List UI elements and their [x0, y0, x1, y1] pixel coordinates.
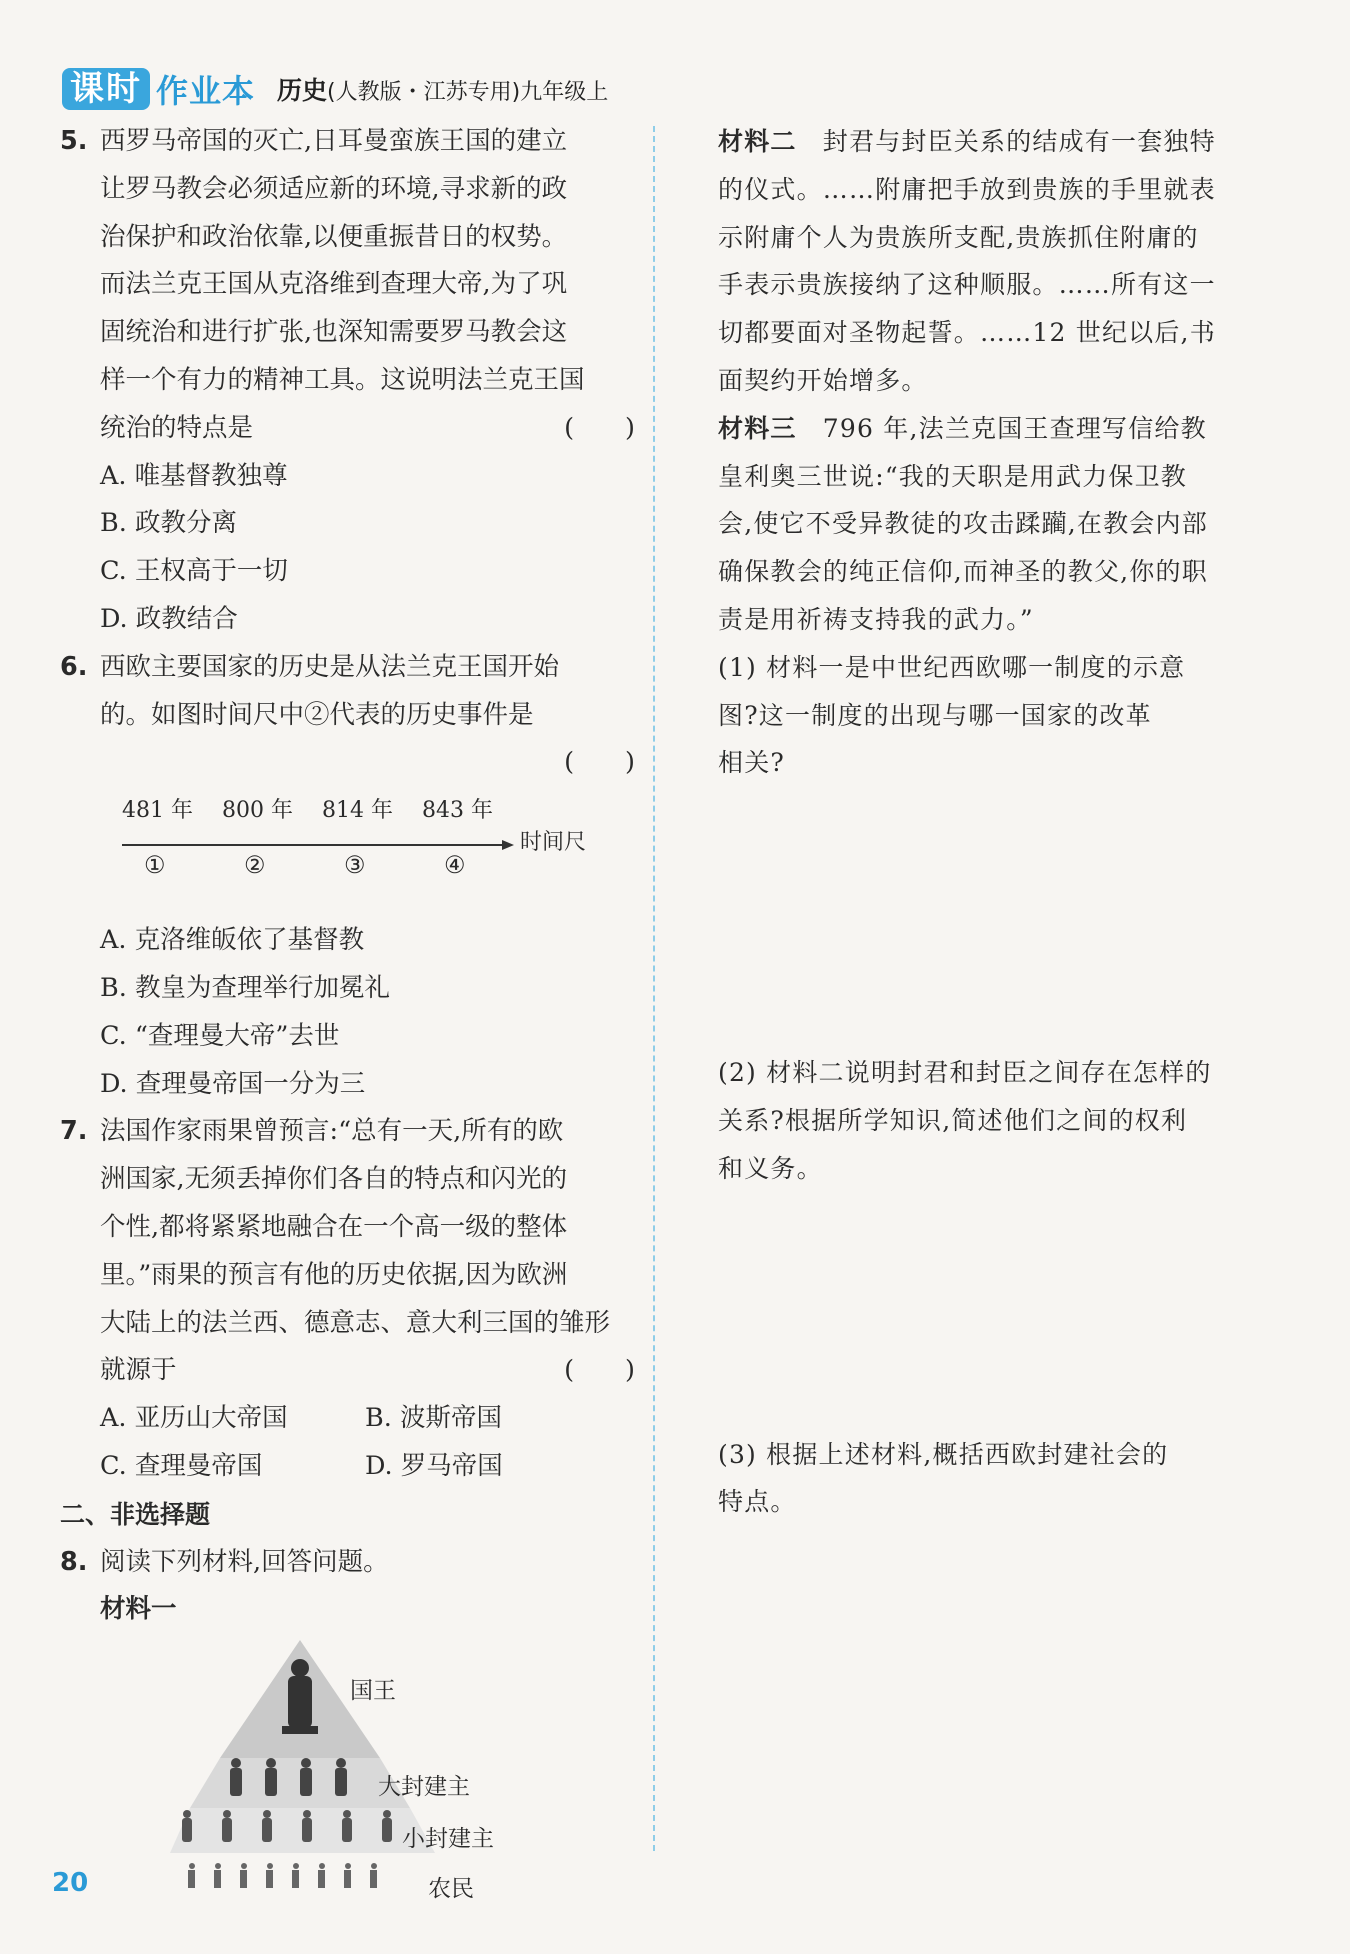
question-number: 7.	[60, 1116, 88, 1147]
option-a[interactable]: A. 亚历山大帝国	[100, 1403, 288, 1434]
book-logo	[62, 66, 255, 112]
sub-question-line: 相关?	[718, 748, 786, 778]
logo-text: 作业本	[156, 72, 256, 110]
material-3-label: 材料三	[718, 413, 797, 443]
material-text-line: 的仪式。……附庸把手放到贵族的手里就表	[718, 174, 1216, 204]
question-text-line: 统治的特点是	[100, 412, 254, 443]
material-text-line: 手表示贵族接纳了这种顺服。……所有这一	[718, 270, 1216, 300]
option-b[interactable]: B. 教皇为查理举行加冕礼	[100, 972, 390, 1003]
question-text-line: 西欧主要国家的历史是从法兰克王国开始	[100, 651, 560, 682]
section-heading: 二、非选择题	[60, 1499, 211, 1529]
question-text-line: 里。”雨果的预言有他的历史依据,因为欧洲	[100, 1259, 568, 1290]
option-c[interactable]: C. “查理曼大帝”去世	[100, 1020, 340, 1051]
pyramid-label-peasants: 农民	[428, 1876, 474, 1903]
option-c[interactable]: C. 王权高于一切	[100, 556, 288, 587]
question-number: 8.	[60, 1546, 88, 1577]
question-text-line: 西罗马帝国的灭亡,日耳曼蛮族王国的建立	[100, 126, 568, 156]
option-b[interactable]: B. 政教分离	[100, 508, 237, 539]
question-text-line: 让罗马教会必须适应新的环境,寻求新的政	[100, 173, 568, 204]
material-2	[718, 118, 1258, 405]
material-1-label: 材料一	[100, 1594, 177, 1625]
question-8	[60, 1539, 635, 1909]
material-text-line: 皇利奥三世说:“我的天职是用武力保卫教	[718, 461, 1188, 491]
timeline-figure	[122, 787, 592, 917]
left-column	[60, 118, 635, 1908]
question-text-line: 个性,都将紧紧地融合在一个高一级的整体	[100, 1211, 568, 1242]
answer-space-2[interactable]	[718, 1193, 1258, 1431]
option-b[interactable]: B. 波斯帝国	[365, 1403, 502, 1434]
timeline-year-4: 843 年	[422, 798, 493, 824]
timeline-year-3: 814 年	[322, 798, 393, 824]
material-text-line: 切都要面对圣物起誓。……12 世纪以后,书	[718, 318, 1216, 348]
sub-question-2	[718, 1049, 1258, 1192]
sub-question-line: 图?这一制度的出现与哪一国家的改革	[718, 700, 1152, 730]
page-header	[62, 66, 608, 112]
question-text-line: 法国作家雨果曾预言:“总有一天,所有的欧	[100, 1116, 564, 1147]
material-text-line: 责是用祈祷支持我的武力。”	[718, 604, 1034, 634]
option-d[interactable]: D. 查理曼帝国一分为三	[100, 1068, 366, 1099]
option-a[interactable]: A. 唯基督教独尊	[100, 460, 288, 491]
sub-question-1	[718, 644, 1258, 787]
logo-box: 课时	[62, 68, 150, 110]
column-divider	[653, 126, 655, 1851]
material-text-line: 会,使它不受异教徒的攻击蹂躏,在教会内部	[718, 509, 1208, 539]
material-text-line: 示附庸个人为贵族所支配,贵族抓住附庸的	[718, 222, 1199, 252]
answer-blank[interactable]: ( )	[564, 412, 635, 443]
timeline-year-2: 800 年	[222, 798, 293, 824]
right-column	[718, 118, 1258, 1526]
edition: (人教版・江苏专用)九年级上	[327, 80, 609, 105]
question-number: 6.	[60, 651, 88, 682]
question-number: 5.	[60, 126, 88, 156]
material-3	[718, 405, 1258, 644]
material-text-line: 封君与封臣关系的结成有一套独特	[796, 127, 1216, 156]
material-text-line: 面契约开始增多。	[718, 365, 928, 395]
option-d[interactable]: D. 政教结合	[100, 603, 238, 634]
timeline-mark-3: ③	[344, 851, 366, 880]
sub-question-3	[718, 1431, 1258, 1527]
sub-question-line: (1) 材料一是中世纪西欧哪一制度的示意	[718, 652, 1186, 682]
question-7	[60, 1108, 635, 1490]
question-text-line: 样一个有力的精神工具。这说明法兰克王国	[100, 364, 585, 395]
question-text-line: 治保护和政治依靠,以便重振昔日的权势。	[100, 221, 568, 252]
material-text-line: 796 年,法兰克国王查理写信给教	[796, 413, 1207, 443]
timeline-mark-1: ①	[144, 851, 166, 880]
sub-question-line: (3) 根据上述材料,概括西欧封建社会的	[718, 1439, 1169, 1469]
pyramid-label-great-lords: 大封建主	[378, 1774, 470, 1801]
option-c[interactable]: C. 查理曼帝国	[100, 1450, 263, 1481]
answer-blank[interactable]: ( )	[564, 747, 635, 778]
question-text-line: 就源于	[100, 1355, 177, 1386]
timeline-mark-2: ②	[244, 851, 266, 880]
sub-question-line: (2) 材料二说明封君和封臣之间存在怎样的	[718, 1058, 1212, 1088]
sub-question-line: 和义务。	[718, 1153, 823, 1183]
question-text-line: 固统治和进行扩张,也深知需要罗马教会这	[100, 317, 568, 348]
option-d[interactable]: D. 罗马帝国	[365, 1450, 503, 1481]
sub-question-line: 关系?根据所学知识,简述他们之间的权利	[718, 1105, 1188, 1135]
material-text-line: 确保教会的纯正信仰,而神圣的教父,你的职	[718, 557, 1208, 587]
option-a[interactable]: A. 克洛维皈依了基督教	[100, 925, 365, 956]
pyramid-label-lesser-lords: 小封建主	[402, 1826, 494, 1853]
answer-space-1[interactable]	[718, 787, 1258, 1049]
timeline-year-1: 481 年	[122, 798, 193, 824]
question-text-line: 的。如图时间尺中②代表的历史事件是	[100, 699, 534, 730]
page-number: 20	[52, 1868, 89, 1898]
timeline-axis-label: 时间尺	[520, 830, 587, 856]
subject: 历史	[277, 76, 328, 105]
feudal-pyramid-figure	[170, 1638, 670, 1908]
question-6	[60, 644, 635, 1109]
question-text-line: 洲国家,无须丢掉你们各自的特点和闪光的	[100, 1164, 568, 1195]
question-5	[60, 118, 635, 644]
answer-blank[interactable]: ( )	[564, 1355, 635, 1386]
question-text-line: 大陆上的法兰西、德意志、意大利三国的雏形	[100, 1307, 611, 1338]
book-subtitle	[277, 71, 608, 107]
timeline-mark-4: ④	[444, 851, 466, 880]
material-2-label: 材料二	[718, 127, 797, 156]
question-intro: 阅读下列材料,回答问题。	[100, 1546, 389, 1577]
question-text-line: 而法兰克王国从克洛维到查理大帝,为了巩	[100, 269, 568, 300]
sub-question-line: 特点。	[718, 1487, 797, 1517]
pyramid-label-king: 国王	[350, 1678, 396, 1705]
